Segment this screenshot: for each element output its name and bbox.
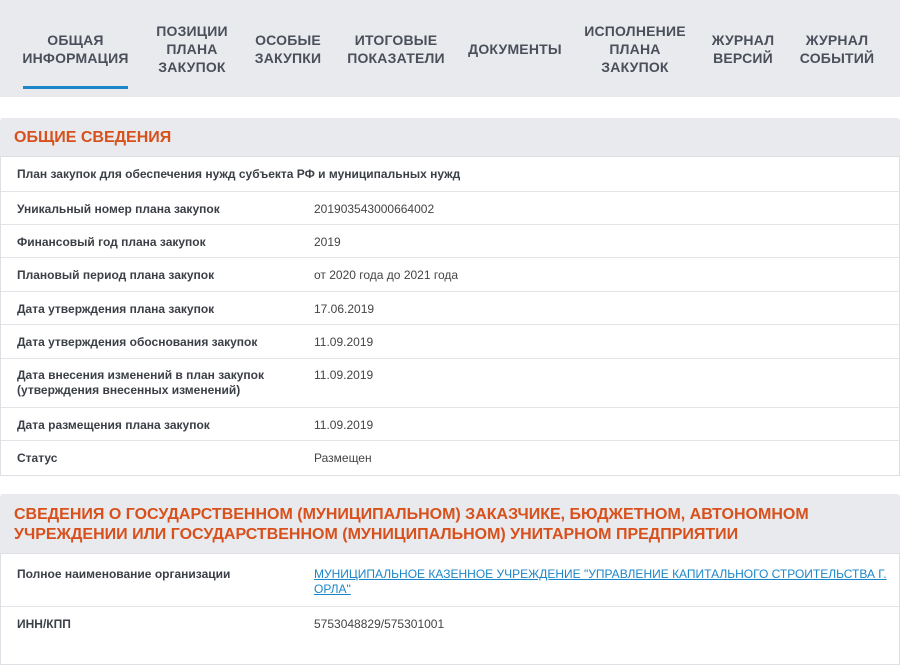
table-row — [1, 407, 899, 441]
row-label: Уникальный номер плана закупок — [17, 202, 220, 216]
plan-type-label: План закупок для обеспечения нужд субъекта РФ и муниципальных нужд — [17, 167, 461, 181]
row-label: Плановый период плана закупок — [17, 268, 215, 282]
tab-label: ЖУРНАЛ ВЕРСИЙ — [711, 31, 775, 66]
tab-version-log[interactable] — [702, 0, 784, 97]
row-value: 11.09.2019 — [314, 335, 374, 349]
tab-label: ИСПОЛНЕНИЕ ПЛАНА ЗАКУПОК — [584, 22, 686, 75]
row-value: 11.09.2019 — [314, 418, 374, 432]
row-value: от 2020 года до 2021 года — [314, 268, 459, 282]
row-value: 17.06.2019 — [314, 302, 375, 316]
table-row — [1, 157, 899, 190]
row-label: Дата утверждения плана закупок — [17, 302, 215, 316]
row-value: 5753048829/575301001 — [314, 617, 445, 631]
row-value: 11.09.2019 — [314, 368, 374, 382]
row-label: Полное наименование организации — [17, 567, 231, 581]
customer-table — [0, 553, 900, 665]
table-row — [1, 291, 899, 325]
status-label: Статус — [17, 451, 58, 465]
tab-plan-positions[interactable] — [146, 0, 238, 97]
tab-totals[interactable] — [340, 0, 452, 97]
row-label: Дата размещения плана закупок — [17, 418, 210, 432]
tab-label: ОБЩАЯ ИНФОРМАЦИЯ — [22, 31, 129, 66]
table-row — [1, 554, 899, 606]
tab-label: ЖУРНАЛ СОБЫТИЙ — [799, 31, 875, 66]
status-value: Размещен — [314, 451, 372, 465]
tab-plan-execution[interactable] — [578, 0, 692, 97]
tab-label: ДОКУМЕНТЫ — [468, 40, 562, 57]
section-title: ОБЩИЕ СВЕДЕНИЯ — [14, 129, 172, 146]
general-info-section — [0, 118, 900, 476]
tab-special-purchases[interactable] — [246, 0, 330, 97]
table-row — [1, 257, 899, 291]
row-value: 201903543000664002 — [314, 202, 435, 216]
tab-event-log[interactable] — [794, 0, 880, 97]
row-label: Дата утверждения обоснования закупок — [17, 335, 258, 349]
active-tab-indicator — [23, 86, 128, 89]
tab-bar — [0, 0, 900, 97]
table-row — [1, 191, 899, 225]
customer-section — [0, 494, 900, 654]
row-label: ИНН/КПП — [17, 617, 71, 631]
section-title: СВЕДЕНИЯ О ГОСУДАРСТВЕННОМ (МУНИЦИПАЛЬНОМ) ЗАКАЗЧИКЕ, БЮДЖЕТНОМ, АВТОНОМНОМ УЧРЕЖДЕНИИ ИЛИ ГОСУДАРСТВЕННОМ (МУНИЦИПАЛЬНОМ) УНИТАРНОМ ПРЕДПРИЯТИИ — [14, 506, 809, 543]
row-label: Финансовый год плана закупок — [17, 235, 206, 249]
table-row — [1, 324, 899, 358]
tab-general-info[interactable] — [18, 0, 133, 97]
table-row — [1, 224, 899, 258]
row-value — [314, 567, 889, 597]
tab-documents[interactable] — [462, 0, 568, 97]
organization-link[interactable]: МУНИЦИПАЛЬНОЕ КАЗЕННОЕ УЧРЕЖДЕНИЕ "УПРАВЛЕНИЕ КАПИТАЛЬНОГО СТРОИТЕЛЬСТВА Г. ОРЛА" — [314, 567, 887, 596]
tab-label: ПОЗИЦИИ ПЛАНА ЗАКУПОК — [156, 22, 228, 75]
tab-label: ОСОБЫЕ ЗАКУПКИ — [254, 31, 322, 66]
table-row — [1, 440, 899, 474]
row-value: 2019 — [314, 235, 341, 249]
general-info-table — [0, 156, 900, 476]
table-row — [1, 358, 899, 407]
tab-label: ИТОГОВЫЕ ПОКАЗАТЕЛИ — [347, 31, 445, 66]
row-label: Дата внесения изменений в план закупок (утверждения внесенных изменений) — [17, 368, 264, 397]
